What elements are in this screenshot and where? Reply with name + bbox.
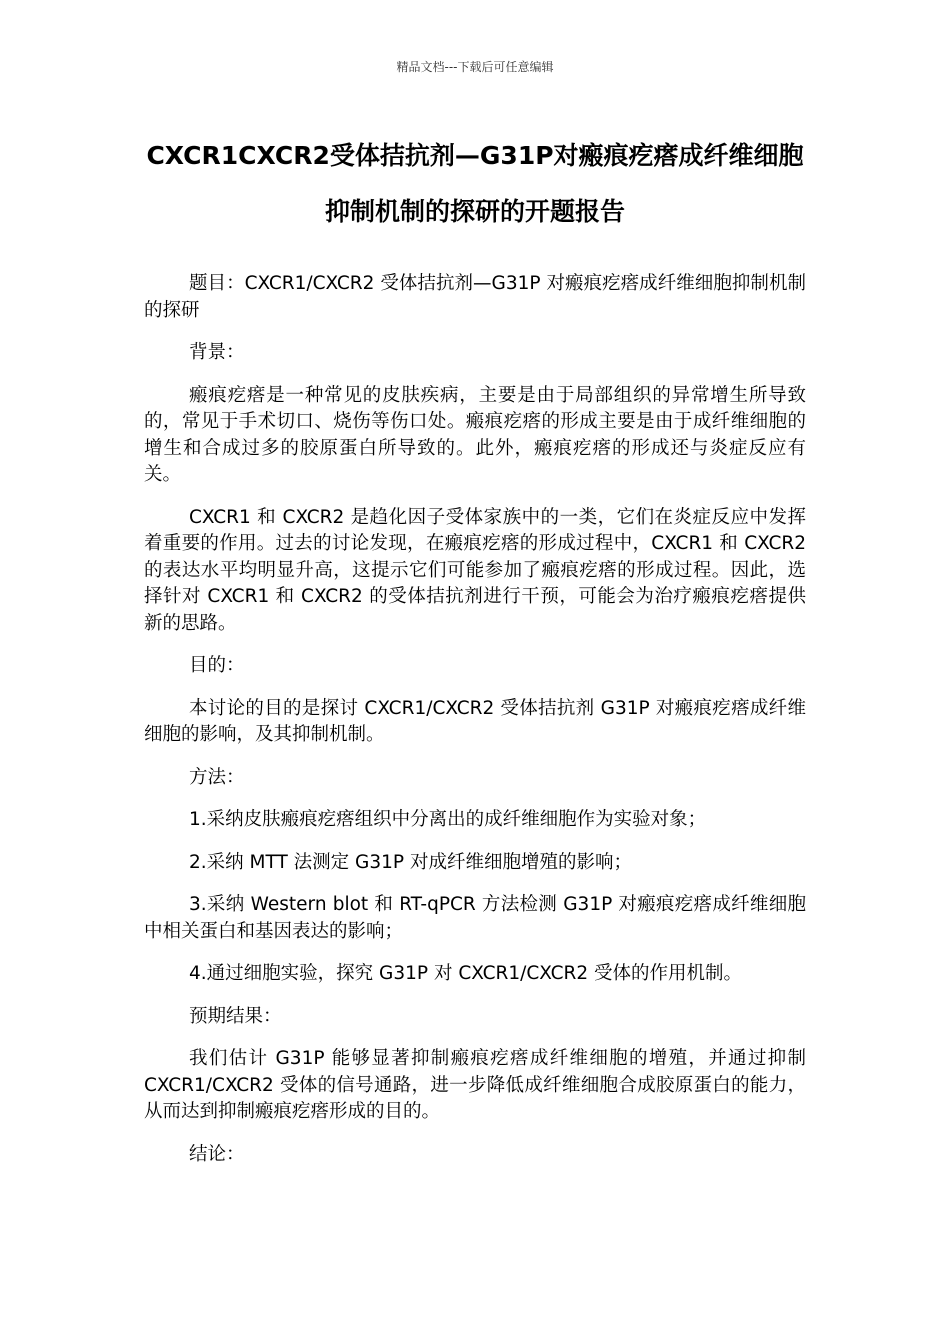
paragraph-topic: 题目：CXCR1/CXCR2 受体拮抗剂—G31P 对瘢痕疙瘩成纤维细胞抑制机制的探研	[144, 273, 806, 321]
paragraph-background-2: CXCR1 和 CXCR2 是趋化因子受体家族中的一类，它们在炎症反应中发挥着重要的作用。过去的讨论发现，在瘢痕疙瘩的形成过程中，CXCR1 和 CXCR2 的表达水平均明显升高，这提示它们可能参加了瘢痕疙瘩的形成过程。因此，选择针对 CXCR1 和 CXCR2 的受体拮抗剂进行干预，可能会为治疗瘢痕疙瘩提供新的思路。	[144, 506, 806, 634]
method-item-1: 1.采纳皮肤瘢痕疙瘩组织中分离出的成纤维细胞作为实验对象；	[189, 809, 707, 830]
method-item-3: 3.采纳 Western blot 和 RT-qPCR 方法检测 G31P 对瘢痕疙瘩成纤维细胞中相关蛋白和基因表达的影响；	[144, 894, 806, 942]
method-item-2: 2.采纳 MTT 法测定 G31P 对成纤维细胞增殖的影响；	[189, 851, 632, 873]
heading-purpose: 目的：	[189, 655, 245, 676]
paragraph-purpose: 本讨论的目的是探讨 CXCR1/CXCR2 受体拮抗剂 G31P 对瘢痕疙瘩成纤维细胞的影响，及其抑制机制。	[144, 697, 806, 745]
method-item-4: 4.通过细胞实验，探究 G31P 对 CXCR1/CXCR2 受体的作用机制。	[189, 963, 743, 984]
heading-conclusion: 结论：	[189, 1143, 245, 1165]
document-title: CXCR1CXCR2受体拮抗剂—G31P对瘢痕疙瘩成纤维细胞抑制机制的探研的开题报告	[146, 141, 804, 226]
document-body	[144, 271, 806, 1184]
paragraph-expected-results: 我们估计 G31P 能够显著抑制瘢痕疙瘩成纤维细胞的增殖，并通过抑制 CXCR1/CXCR2 受体的信号通路，进一步降低成纤维细胞合成胶原蛋白的能力，从而达到抑制瘢痕疙瘩形成的目的。	[144, 1048, 806, 1122]
page-header-note: 精品文档---下载后可任意编辑	[396, 60, 554, 74]
heading-methods: 方法：	[189, 766, 245, 788]
heading-background: 背景：	[189, 342, 245, 363]
paragraph-background-1: 瘢痕疙瘩是一种常见的皮肤疾病，主要是由于局部组织的异常增生所导致的，常见于手术切口、烧伤等伤口处。瘢痕疙瘩的形成主要是由于成纤维细胞的增生和合成过多的胶原蛋白所导致的。此外，瘢痕疙瘩的形成还与炎症反应有关。	[144, 384, 806, 485]
heading-expected-results: 预期结果：	[189, 1005, 282, 1027]
